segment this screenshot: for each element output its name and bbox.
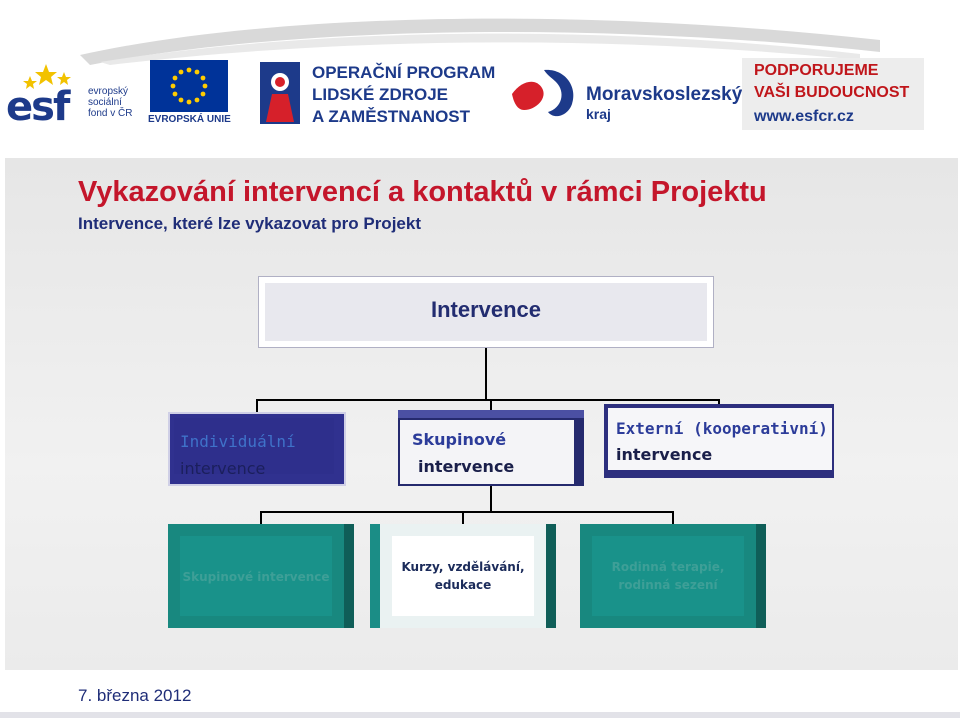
org-node-courses-line1: Kurzy, vzdělávání,: [401, 560, 525, 574]
org-node-courses: [370, 524, 556, 628]
slogan-line2: VAŠI BUDOUCNOST: [754, 84, 910, 101]
org-node-family-therapy: [580, 524, 766, 628]
org-node-courses-line2: edukace: [434, 578, 492, 592]
eu-caption: EVROPSKÁ UNIE: [148, 114, 231, 125]
org-node-group: [398, 410, 584, 486]
slide-title: Vykazování intervencí a kontaktů v rámci Projektu: [78, 176, 767, 208]
org-node-root-label: Intervence: [430, 297, 542, 322]
op-figure-icon: [258, 60, 306, 126]
eu-flag-icon: [150, 60, 228, 112]
org-node-group-line2: intervence: [418, 457, 515, 476]
region-sub: kraj: [586, 106, 611, 122]
banner-swoosh: [60, 10, 900, 65]
op-caption: OPERAČNÍ PROGRAM LIDSKÉ ZDROJE A ZAMĚSTNANOST: [312, 63, 496, 126]
org-node-group-interventions: [168, 524, 354, 628]
org-node-family-therapy-line2: rodinná sezení: [618, 578, 718, 592]
connector-l3-c: [672, 511, 674, 525]
logo-header: [0, 0, 960, 150]
connector-l3-a: [260, 511, 262, 525]
org-node-external-line2: intervence: [616, 445, 713, 464]
org-node-root: [258, 276, 714, 348]
connector-skup-down: [490, 486, 492, 512]
region-name: Moravskoslezský: [586, 84, 743, 105]
org-node-group-interventions-line1: Skupinové intervence: [182, 570, 330, 584]
slogan-line1: PODPORUJEME: [754, 62, 879, 79]
region-emblem-icon: [508, 58, 580, 124]
slide-subtitle: Intervence, které lze vykazovat pro Projekt: [78, 214, 421, 233]
connector-level3-bar: [260, 511, 674, 513]
org-node-group-line1: Skupinové: [412, 430, 507, 449]
org-node-individual-line1: Individuální: [180, 432, 296, 451]
org-node-individual: [168, 412, 346, 486]
esf-caption: evropský sociální fond v ČR: [88, 86, 133, 119]
slogan-url: www.esfcr.cz: [754, 108, 854, 125]
footer-strip: [0, 712, 960, 718]
connector-l3-b: [462, 511, 464, 525]
org-node-individual-line2: intervence: [180, 459, 266, 478]
slide-date: 7. března 2012: [78, 686, 192, 705]
org-node-external-line1: Externí (kooperativní): [616, 419, 828, 438]
org-node-external: [604, 404, 834, 478]
esf-mark: esf: [6, 84, 69, 130]
connector-indiv: [256, 399, 258, 413]
connector-root-down: [485, 348, 487, 400]
org-node-family-therapy-line1: Rodinná terapie,: [611, 560, 725, 574]
connector-level2-bar: [256, 399, 720, 401]
